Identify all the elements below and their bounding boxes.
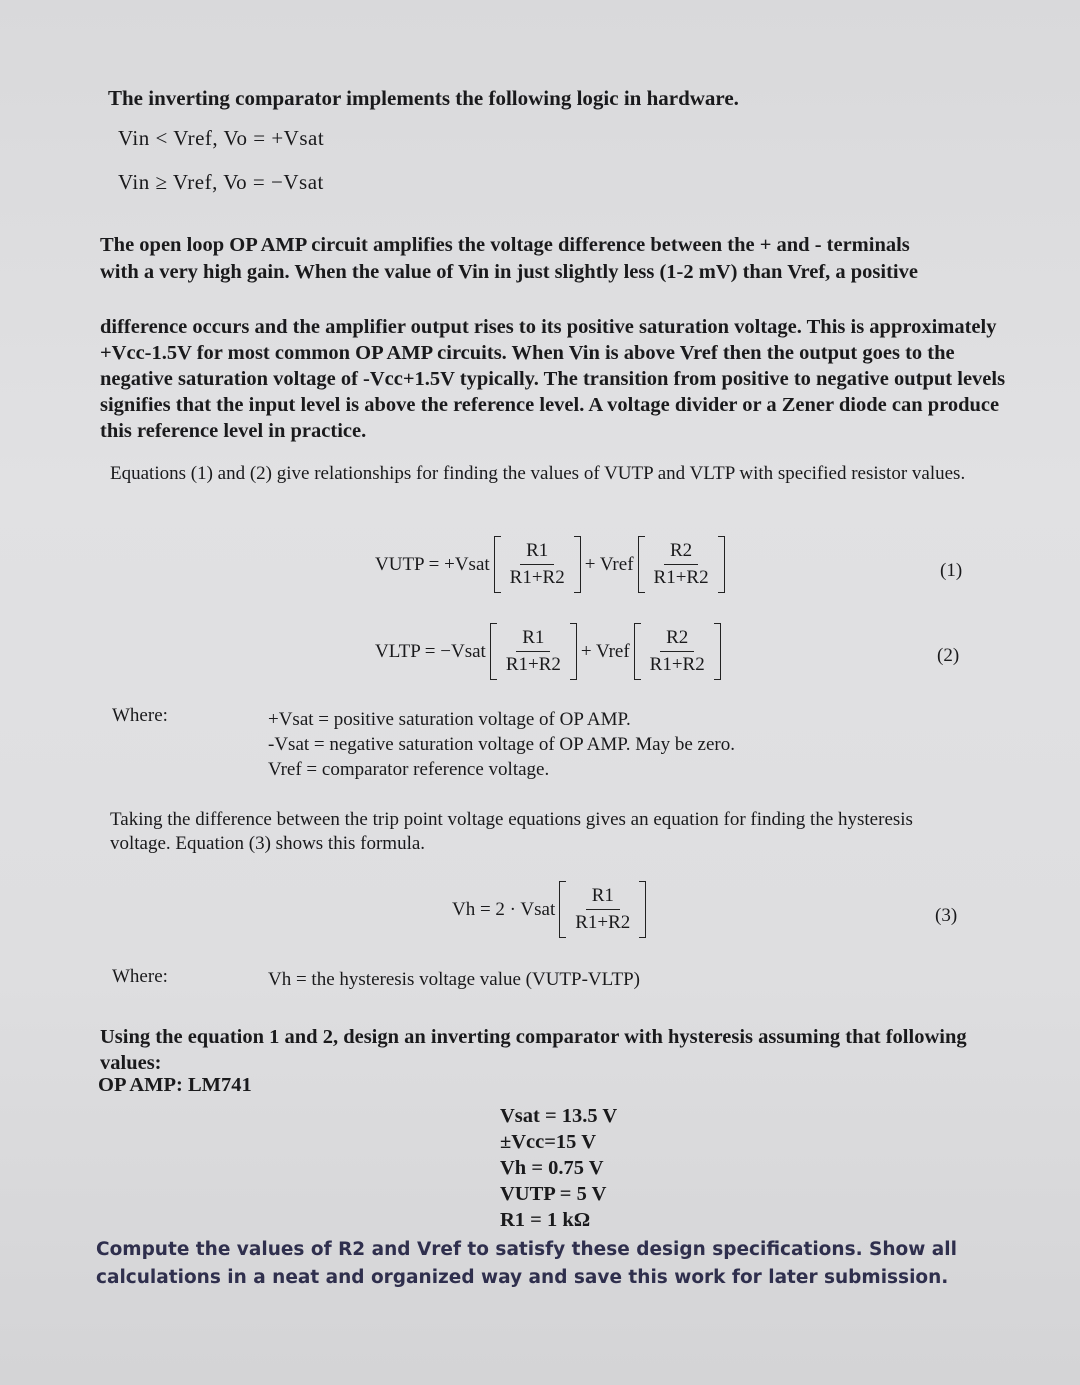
def-positive-sat: +Vsat = positive saturation voltage of OP AMP. — [268, 709, 631, 730]
eq2-lhs: VLTP = −Vsat — [375, 640, 486, 662]
eq1-num1: R1 — [520, 540, 554, 565]
definitions — [268, 707, 735, 782]
eq2-num1: R1 — [516, 627, 550, 652]
paragraph-line-1: The open loop OP AMP circuit amplifies the voltage difference between the + and - terminals — [100, 234, 910, 256]
logic-line-2: Vin ≥ Vref, Vo = −Vsat — [118, 170, 324, 194]
equation-3 — [452, 885, 650, 934]
spec-r1: R1 = 1 kΩ — [500, 1209, 591, 1231]
final-instruction: Compute the values of R2 and Vref to satisfy these design specifications. Show all calculations in a neat and organized way and save this work for later submission. — [96, 1239, 957, 1288]
where-label-2: Where: — [112, 966, 168, 987]
spec-vutp: VUTP = 5 V — [500, 1183, 607, 1205]
logic-line-1: Vin < Vref, Vo = +Vsat — [118, 126, 325, 150]
equation-1 — [375, 540, 729, 589]
eq3-fraction — [559, 885, 646, 934]
eq2-number: (2) — [937, 645, 960, 666]
paragraph-equations-intro: Equations (1) and (2) give relationships for finding the values of VUTP and VLTP with specified resistor values. — [110, 463, 966, 484]
eq1-den2: R1+R2 — [653, 567, 709, 588]
paragraph-line-2: with a very high gain. When the value of Vin in just slightly less (1-2 mV) than Vref, a positive — [100, 261, 918, 283]
def-hysteresis: Vh = the hysteresis voltage value (VUTP-VLTP) — [268, 969, 641, 990]
spec-vsat: Vsat = 13.5 V — [500, 1105, 618, 1127]
eq2-fraction-1 — [490, 627, 577, 676]
eq1-fraction-1 — [494, 540, 581, 589]
def-vref: Vref = comparator reference voltage. — [268, 759, 550, 780]
intro-text: The inverting comparator implements the following logic in hardware. — [108, 86, 739, 110]
spec-vcc: ±Vcc=15 V — [500, 1131, 596, 1153]
eq1-fraction-2 — [638, 540, 725, 589]
equation-2 — [375, 627, 725, 676]
eq1-number: (1) — [940, 560, 963, 581]
eq3-den: R1+R2 — [575, 912, 631, 933]
eq2-mid: + Vref — [580, 640, 630, 662]
def-negative-sat: -Vsat = negative saturation voltage of OP AMP. May be zero. — [268, 734, 735, 755]
eq2-num2: R2 — [660, 627, 694, 652]
eq2-fraction-2 — [634, 627, 721, 676]
opamp-spec: OP AMP: LM741 — [98, 1074, 252, 1096]
eq2-den2: R1+R2 — [649, 654, 705, 675]
where-label: Where: — [112, 705, 168, 726]
eq3-num: R1 — [586, 885, 620, 910]
design-task: Using the equation 1 and 2, design an inverting comparator with hysteresis assuming that following values: — [100, 1026, 967, 1074]
eq1-den1: R1+R2 — [509, 567, 565, 588]
eq1-num2: R2 — [664, 540, 698, 565]
eq1-mid: + Vref — [584, 553, 634, 575]
eq2-den1: R1+R2 — [505, 654, 561, 675]
paragraph-saturation: difference occurs and the amplifier output rises to its positive saturation voltage. This is approximately +Vcc-1.5V for most common OP AMP circuits. When Vin is above Vref then the output goes to the negative saturation voltage of -Vcc+1.5V typically. The transition from positive to negative output levels signifies that the input level is above the reference level. A voltage divider or a Zener diode can produce this reference level in practice. — [100, 316, 1006, 442]
eq3-number: (3) — [935, 905, 958, 926]
spec-vh: Vh = 0.75 V — [500, 1157, 604, 1179]
design-specs — [500, 1103, 617, 1233]
paragraph-hysteresis: Taking the difference between the trip point voltage equations gives an equation for finding the hysteresis voltage. Equation (3) shows this formula. — [110, 809, 913, 854]
eq1-lhs: VUTP = +Vsat — [375, 553, 490, 575]
eq3-lhs: Vh = 2 · Vsat — [452, 898, 556, 920]
